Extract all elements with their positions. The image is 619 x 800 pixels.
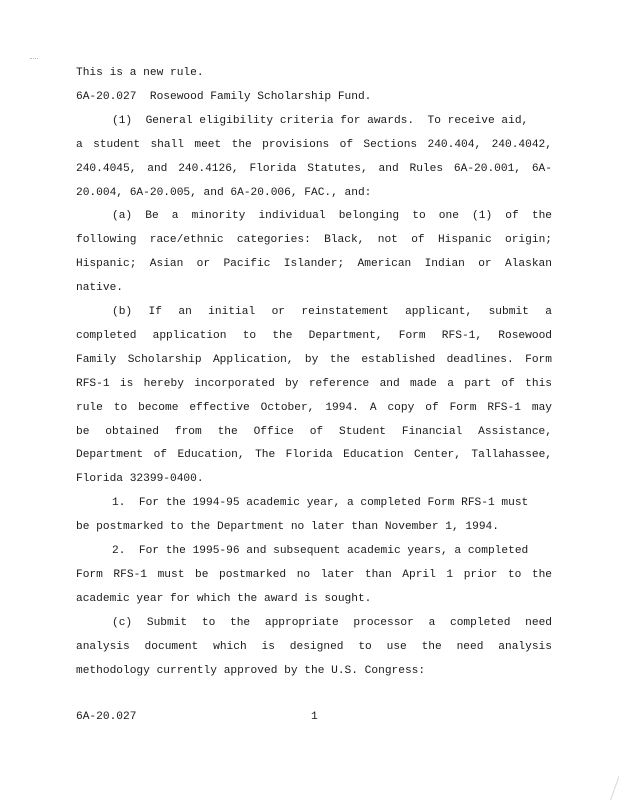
item-1-line-2: be postmarked to the Department no later than November 1, 1994. bbox=[76, 521, 499, 534]
item-2-line-3: academic year for which the award is sought. bbox=[76, 592, 372, 605]
paragraph-a-line-3: Hispanic; Asian or Pacific Islander; American Indian or Alaskan bbox=[76, 258, 552, 271]
footer-page-number: 1 bbox=[311, 711, 318, 723]
paragraph-1-line-3: 240.4045, and 240.4126, Florida Statutes, and Rules 6A-20.001, 6A- bbox=[76, 162, 552, 175]
paragraph-1-line-4: 20.004, 6A-20.005, and 6A-20.006, FAC., and: bbox=[76, 186, 372, 199]
paragraph-a-line-1: (a) Be a minority individual belonging to one (1) of the bbox=[112, 210, 552, 223]
intro-line: This is a new rule. bbox=[76, 67, 204, 79]
paragraph-b-line-5: rule to become effective October, 1994. A copy of Form RFS-1 may bbox=[76, 401, 552, 414]
item-1-line-1: 1. For the 1994-95 academic year, a completed Form RFS-1 must bbox=[112, 497, 529, 510]
item-2-line-1: 2. For the 1995-96 and subsequent academic years, a completed bbox=[112, 545, 529, 557]
paragraph-b-line-8: Florida 32399-0400. bbox=[76, 473, 204, 486]
paragraph-b-line-2: completed application to the Department, Form RFS-1, Rosewood bbox=[76, 329, 552, 342]
scan-edge-line bbox=[610, 734, 619, 800]
paragraph-b-line-4: RFS-1 is hereby incorporated by reference and made a part of this bbox=[76, 377, 552, 390]
paragraph-1-line-2: a student shall meet the provisions of Sections 240.404, 240.4042, bbox=[76, 138, 552, 151]
item-2-line-2: Form RFS-1 must be postmarked no later than April 1 prior to the bbox=[76, 568, 552, 581]
rule-heading: 6A-20.027 Rosewood Family Scholarship Fund. bbox=[76, 90, 372, 103]
scan-artifact bbox=[30, 58, 38, 63]
paragraph-c-line-2: analysis document which is designed to use the need analysis bbox=[76, 640, 552, 653]
paragraph-b-line-7: Department of Education, The Florida Education Center, Tallahassee, bbox=[76, 449, 552, 462]
paragraph-b-line-1: (b) If an initial or reinstatement applicant, submit a bbox=[112, 306, 552, 318]
footer-rule-number: 6A-20.027 bbox=[76, 711, 137, 723]
paragraph-b-line-3: Family Scholarship Application, by the established deadlines. Form bbox=[76, 353, 552, 366]
paragraph-b-line-6: be obtained from the Office of Student Financial Assistance, bbox=[76, 425, 552, 438]
paragraph-1-line-1: (1) General eligibility criteria for awards. To receive aid, bbox=[112, 114, 529, 127]
paragraph-a-line-4: native. bbox=[76, 282, 123, 295]
paragraph-c-line-3: methodology currently approved by the U.S. Congress: bbox=[76, 664, 426, 677]
paragraph-a-line-2: following race/ethnic categories: Black, not of Hispanic origin; bbox=[76, 234, 552, 247]
paragraph-c-line-1: (c) Submit to the appropriate processor a completed need bbox=[112, 616, 552, 629]
